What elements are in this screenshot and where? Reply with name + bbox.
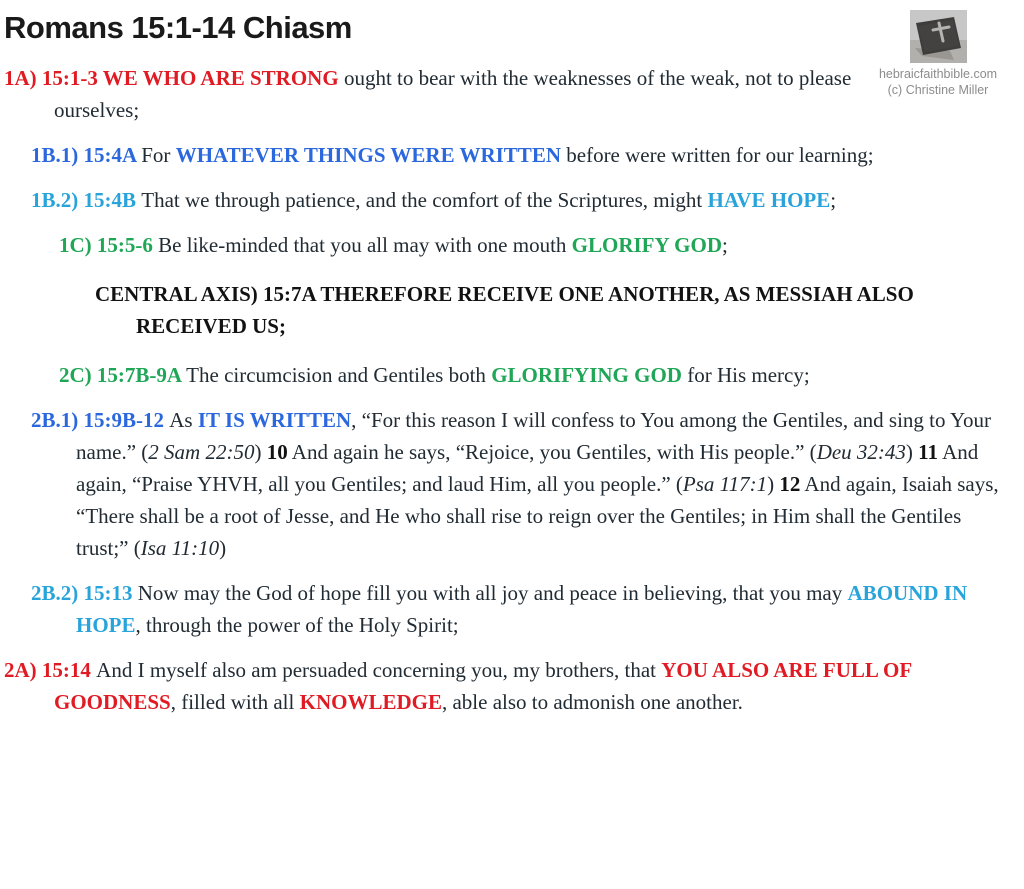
body-text: ) xyxy=(905,439,919,464)
body-text: For xyxy=(141,142,176,167)
body-text: , “For this reason I will confess to You among the Gentiles, and sing to Your name.” ( xyxy=(76,407,992,464)
body-text: Now may the God of hope fill you with all joy and peace in believing, that you may xyxy=(137,580,848,605)
block-label: 2B.2) 15:13 xyxy=(31,580,138,605)
bible-photo-icon xyxy=(910,10,967,63)
body-text: ) xyxy=(767,471,780,496)
block-label: 2C) 15:7B-9A xyxy=(59,362,187,387)
chiasm-block-central-axis xyxy=(0,278,1008,342)
body-text: for His mercy; xyxy=(681,362,810,387)
block-label: 2A) 15:14 xyxy=(4,657,97,682)
body-text: And again, “Praise YHVH, all you Gentiles; and laud Him, all you people.” ( xyxy=(76,439,979,496)
emphasis-phrase: GLORIFY GOD xyxy=(571,232,722,257)
body-text: , able also to admonish one another. xyxy=(441,689,743,714)
body-text: ; xyxy=(721,232,728,257)
page-title: Romans 15:1-14 Chiasm xyxy=(4,10,352,45)
scripture-reference: Isa 11:10 xyxy=(140,535,220,560)
scripture-reference: Deu 32:43 xyxy=(816,439,906,464)
body-text: before were written for our learning; xyxy=(561,142,874,167)
block-label: 2B.1) 15:9B-12 xyxy=(31,407,170,432)
emphasis-phrase: WHATEVER THINGS WERE WRITTEN xyxy=(175,142,561,167)
block-label: 1C) 15:5-6 xyxy=(59,232,159,257)
emphasis-phrase: YOU ALSO ARE FULL OF GOODNESS xyxy=(54,657,912,714)
block-label: 1B.2) 15:4B xyxy=(31,187,142,212)
watermark xyxy=(872,10,1004,99)
verse-number: 10 xyxy=(266,439,288,464)
block-label: 1B.1) 15:4A xyxy=(31,142,142,167)
body-text: ought to bear with the weaknesses of the weak, not to please ourselves; xyxy=(54,65,852,122)
body-text: , filled with all xyxy=(170,689,300,714)
chiasm-blocks xyxy=(0,62,1008,718)
body-text: ) xyxy=(254,439,267,464)
chiasm-block-1B.1 xyxy=(0,139,1008,171)
central-axis-text: CENTRAL AXIS) 15:7A THEREFORE RECEIVE ONE ANOTHER, AS MESSIAH ALSO RECEIVED US; xyxy=(95,281,914,338)
body-text: The circumcision and Gentiles both xyxy=(186,362,492,387)
body-text: And again he says, “Rejoice, you Gentiles, with His people.” ( xyxy=(287,439,817,464)
emphasis-phrase: ABOUND IN HOPE xyxy=(76,580,968,637)
chiasm-block-1A xyxy=(0,62,1008,126)
emphasis-phrase: KNOWLEDGE xyxy=(299,689,442,714)
watermark-site: hebraicfaithbible.com xyxy=(878,67,998,81)
body-text: , through the power of the Holy Spirit; xyxy=(135,612,459,637)
chiasm-block-2A xyxy=(0,654,1008,718)
body-text: ; xyxy=(830,187,837,212)
scripture-reference: Psa 117:1 xyxy=(682,471,768,496)
scripture-reference: 2 Sam 22:50 xyxy=(148,439,255,464)
body-text: And again, Isaiah says, “There shall be a root of Jesse, and He who shall rise to reign over the Gentiles; in Him shall the Gentiles trust;” ( xyxy=(76,471,999,560)
chiasm-block-2C xyxy=(0,359,1008,391)
body-text: That we through patience, and the comfort of the Scriptures, might xyxy=(141,187,708,212)
body-text: As xyxy=(169,407,198,432)
watermark-copyright: (c) Christine Miller xyxy=(887,83,989,98)
chiasm-block-2B.2 xyxy=(0,577,1008,641)
emphasis-phrase: IT IS WRITTEN xyxy=(197,407,352,432)
body-text: Be like-minded that you all may with one mouth xyxy=(158,232,572,257)
chiasm-block-2B.1 xyxy=(0,404,1008,564)
emphasis-phrase: HAVE HOPE xyxy=(707,187,831,212)
emphasis-phrase: GLORIFYING GOD xyxy=(491,362,682,387)
body-text: And I myself also am persuaded concerning you, my brothers, that xyxy=(96,657,662,682)
block-label: 1A) 15:1-3 xyxy=(4,65,103,90)
chiasm-block-1C xyxy=(0,229,1008,261)
emphasis-phrase: WE WHO ARE STRONG xyxy=(102,65,339,90)
body-text: ) xyxy=(219,535,227,560)
chiasm-block-1B.2 xyxy=(0,184,1008,216)
verse-number: 12 xyxy=(779,471,801,496)
verse-number: 11 xyxy=(918,439,939,464)
